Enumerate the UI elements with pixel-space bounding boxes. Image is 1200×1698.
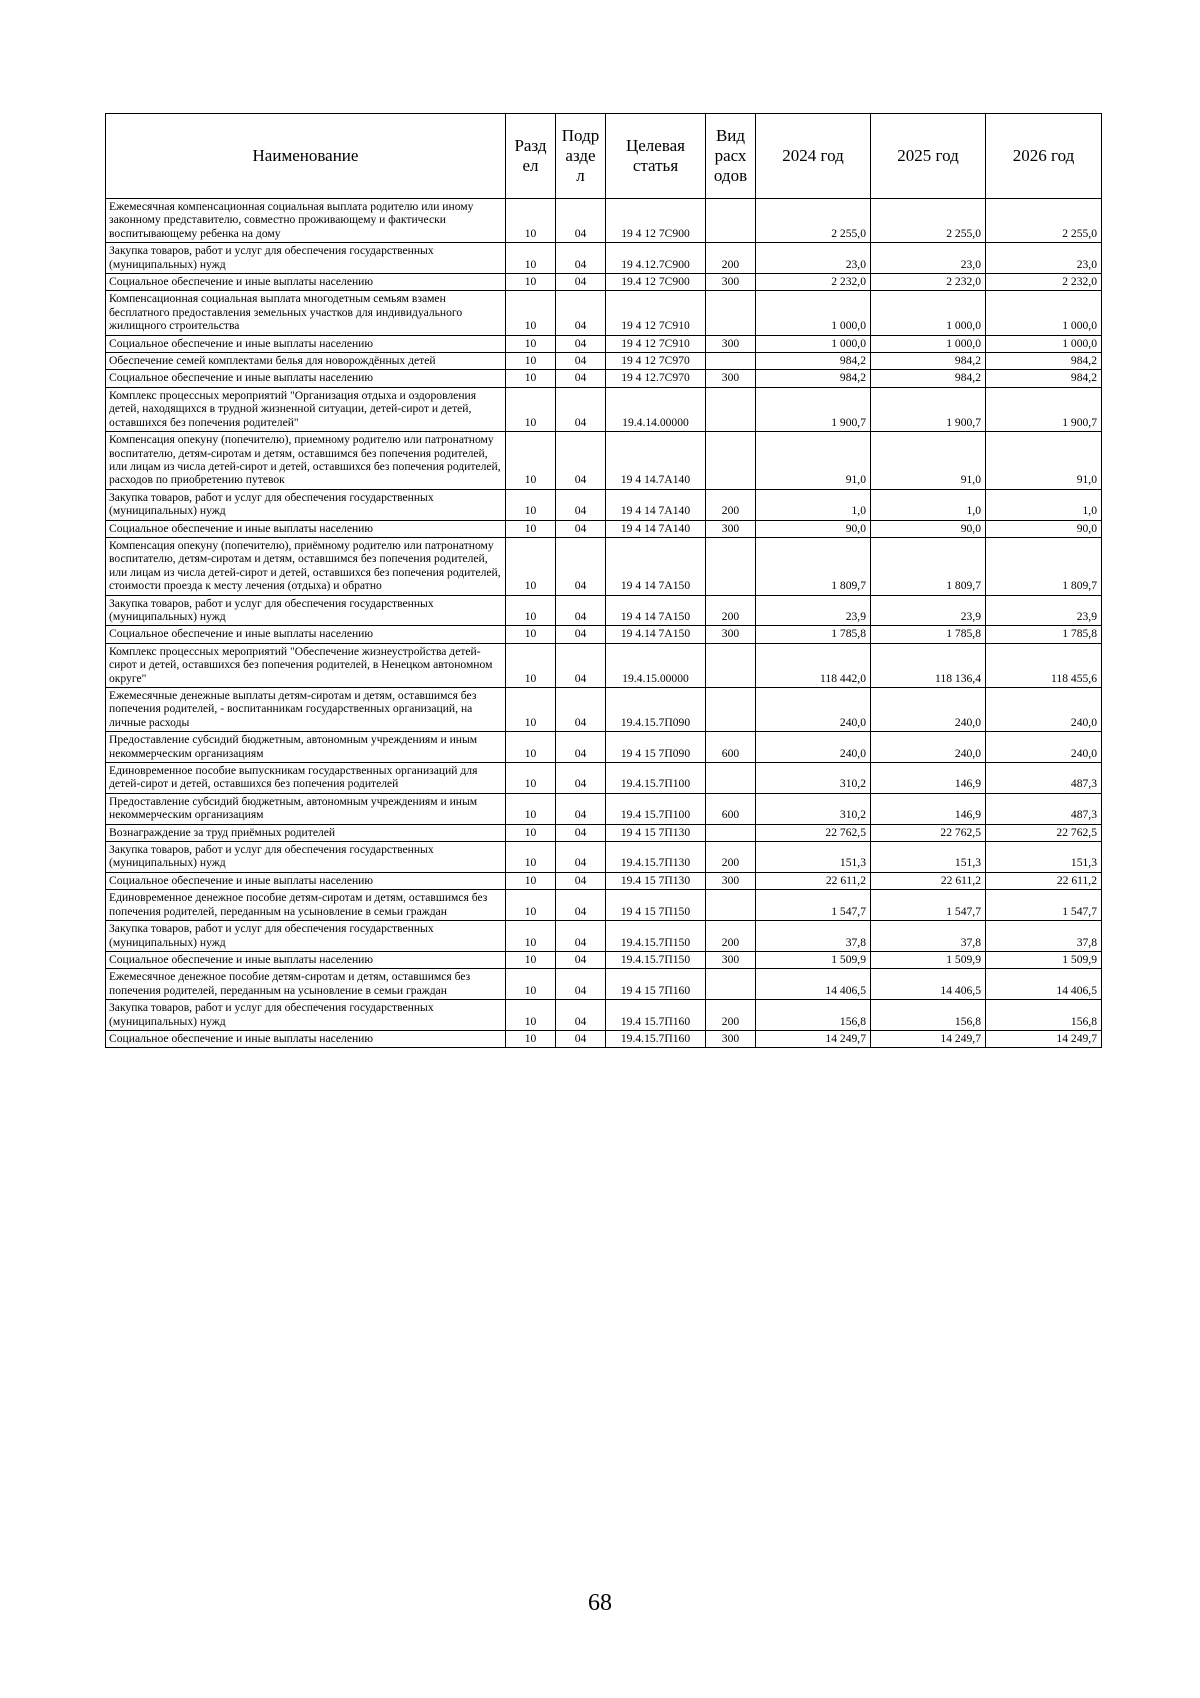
row-subsection-cell: 04 [556,595,606,626]
row-expense-type-cell: 300 [706,872,756,889]
row-section-cell: 10 [506,688,556,732]
row-section-cell: 10 [506,824,556,841]
row-section-cell: 10 [506,1000,556,1031]
row-target-article-cell: 19 4 12 7С900 [606,199,706,243]
row-expense-type-cell: 200 [706,243,756,274]
header-section: Разд ел [506,114,556,199]
row-section-cell: 10 [506,595,556,626]
table-row [106,872,1102,889]
row-section-cell: 10 [506,353,556,370]
row-amount-2024-cell: 240,0 [756,688,871,732]
row-name-cell: Закупка товаров, работ и услуг для обеспечения государственных (муниципальных) нужд [106,489,506,520]
row-amount-2024-cell: 118 442,0 [756,643,871,687]
row-amount-2025-cell: 1 000,0 [871,335,986,352]
row-name-cell: Ежемесячная компенсационная социальная выплата родителю или иному законному представителю, совместно проживающему и фактически воспитывающему ребенка на дому [106,199,506,243]
row-section-cell: 10 [506,243,556,274]
row-section-cell: 10 [506,872,556,889]
row-amount-2026-cell: 22 611,2 [986,872,1102,889]
row-target-article-cell: 19.4.15.00000 [606,643,706,687]
row-name-cell: Компенсация опекуну (попечителю), приемному родителю или патронатному воспитателю, детям-сиротам и детям, оставшимся без попечения родителей, или лицам из числа детей-сирот и детей, оставшихся без попечения родителей, расходов по приобретению путевок [106,432,506,490]
row-target-article-cell: 19.4.15.7П090 [606,688,706,732]
row-amount-2026-cell: 984,2 [986,370,1102,387]
row-subsection-cell: 04 [556,732,606,763]
row-subsection-cell: 04 [556,1000,606,1031]
row-name-cell: Закупка товаров, работ и услуг для обеспечения государственных (муниципальных) нужд [106,921,506,952]
row-target-article-cell: 19 4 15 7П150 [606,890,706,921]
row-amount-2024-cell: 2 255,0 [756,199,871,243]
row-amount-2026-cell: 151,3 [986,842,1102,873]
row-section-cell: 10 [506,969,556,1000]
row-name-cell: Обеспечение семей комплектами белья для новорождённых детей [106,353,506,370]
row-subsection-cell: 04 [556,489,606,520]
row-amount-2025-cell: 146,9 [871,763,986,794]
row-section-cell: 10 [506,520,556,537]
row-expense-type-cell [706,353,756,370]
row-amount-2025-cell: 118 136,4 [871,643,986,687]
row-amount-2026-cell: 487,3 [986,763,1102,794]
row-amount-2026-cell: 118 455,6 [986,643,1102,687]
row-amount-2024-cell: 1 509,9 [756,951,871,968]
row-subsection-cell: 04 [556,626,606,643]
row-amount-2026-cell: 240,0 [986,732,1102,763]
row-amount-2024-cell: 37,8 [756,921,871,952]
row-subsection-cell: 04 [556,370,606,387]
row-section-cell: 10 [506,335,556,352]
row-expense-type-cell: 200 [706,489,756,520]
row-section-cell: 10 [506,921,556,952]
row-section-cell: 10 [506,763,556,794]
row-section-cell: 10 [506,370,556,387]
row-name-cell: Социальное обеспечение и иные выплаты населению [106,335,506,352]
table-header-row [106,114,1102,199]
row-section-cell: 10 [506,732,556,763]
row-amount-2024-cell: 1 809,7 [756,537,871,595]
row-amount-2025-cell: 1 809,7 [871,537,986,595]
row-target-article-cell: 19 4 12 7С910 [606,335,706,352]
row-section-cell: 10 [506,842,556,873]
row-section-cell: 10 [506,387,556,431]
table-row [106,537,1102,595]
row-expense-type-cell [706,688,756,732]
table-row [106,335,1102,352]
row-subsection-cell: 04 [556,951,606,968]
row-target-article-cell: 19 4 14 7А140 [606,520,706,537]
row-target-article-cell: 19 4 15 7П160 [606,969,706,1000]
row-expense-type-cell: 200 [706,595,756,626]
row-subsection-cell: 04 [556,199,606,243]
row-amount-2025-cell: 2 232,0 [871,274,986,291]
row-expense-type-cell: 600 [706,793,756,824]
row-amount-2026-cell: 1 900,7 [986,387,1102,431]
row-name-cell: Социальное обеспечение и иные выплаты населению [106,274,506,291]
row-name-cell: Социальное обеспечение и иные выплаты населению [106,872,506,889]
row-name-cell: Социальное обеспечение и иные выплаты населению [106,1030,506,1047]
row-amount-2025-cell: 90,0 [871,520,986,537]
row-target-article-cell: 19 4 12 7С970 [606,353,706,370]
row-expense-type-cell [706,387,756,431]
row-amount-2026-cell: 984,2 [986,353,1102,370]
row-amount-2025-cell: 156,8 [871,1000,986,1031]
row-amount-2024-cell: 91,0 [756,432,871,490]
row-amount-2024-cell: 1 000,0 [756,291,871,335]
row-expense-type-cell: 300 [706,370,756,387]
row-section-cell: 10 [506,643,556,687]
row-target-article-cell: 19.4 15.7П100 [606,793,706,824]
row-subsection-cell: 04 [556,274,606,291]
row-expense-type-cell: 300 [706,951,756,968]
row-subsection-cell: 04 [556,243,606,274]
header-name: Наименование [106,114,506,199]
row-expense-type-cell: 300 [706,335,756,352]
row-amount-2024-cell: 1 000,0 [756,335,871,352]
row-amount-2026-cell: 1 785,8 [986,626,1102,643]
table-row [106,921,1102,952]
row-section-cell: 10 [506,432,556,490]
row-amount-2024-cell: 22 611,2 [756,872,871,889]
row-section-cell: 10 [506,626,556,643]
row-amount-2024-cell: 23,9 [756,595,871,626]
row-subsection-cell: 04 [556,432,606,490]
row-target-article-cell: 19 4 15 7П130 [606,824,706,841]
row-amount-2025-cell: 984,2 [871,353,986,370]
row-amount-2026-cell: 14 249,7 [986,1030,1102,1047]
row-subsection-cell: 04 [556,688,606,732]
row-amount-2026-cell: 23,9 [986,595,1102,626]
table-row [106,370,1102,387]
row-amount-2025-cell: 23,0 [871,243,986,274]
row-name-cell: Предоставление субсидий бюджетным, автономным учреждениям и иным некоммерческим организациям [106,793,506,824]
row-amount-2025-cell: 22 762,5 [871,824,986,841]
row-amount-2025-cell: 37,8 [871,921,986,952]
row-subsection-cell: 04 [556,824,606,841]
row-section-cell: 10 [506,274,556,291]
row-name-cell: Закупка товаров, работ и услуг для обеспечения государственных (муниципальных) нужд [106,842,506,873]
row-name-cell: Закупка товаров, работ и услуг для обеспечения государственных (муниципальных) нужд [106,1000,506,1031]
row-amount-2024-cell: 1,0 [756,489,871,520]
row-expense-type-cell: 300 [706,1030,756,1047]
row-target-article-cell: 19.4 15 7П130 [606,872,706,889]
row-amount-2026-cell: 22 762,5 [986,824,1102,841]
row-subsection-cell: 04 [556,969,606,1000]
row-target-article-cell: 19 4 14 7А150 [606,537,706,595]
row-section-cell: 10 [506,489,556,520]
table-row [106,595,1102,626]
row-expense-type-cell [706,199,756,243]
row-amount-2024-cell: 151,3 [756,842,871,873]
row-name-cell: Ежемесячные денежные выплаты детям-сиротам и детям, оставшимся без попечения родителей, - воспитанникам государственных организаций, на личные расходы [106,688,506,732]
row-subsection-cell: 04 [556,520,606,537]
row-expense-type-cell [706,432,756,490]
row-subsection-cell: 04 [556,1030,606,1047]
row-amount-2024-cell: 23,0 [756,243,871,274]
budget-table [105,113,1102,1048]
row-target-article-cell: 19.4.15.7П100 [606,763,706,794]
row-name-cell: Единовременное денежное пособие детям-сиротам и детям, оставшимся без попечения родителей, переданным на усыновление в семьи граждан [106,890,506,921]
row-name-cell: Закупка товаров, работ и услуг для обеспечения государственных (муниципальных) нужд [106,243,506,274]
row-amount-2026-cell: 156,8 [986,1000,1102,1031]
table-row [106,688,1102,732]
row-amount-2026-cell: 1 509,9 [986,951,1102,968]
row-amount-2025-cell: 1 785,8 [871,626,986,643]
row-amount-2024-cell: 984,2 [756,370,871,387]
row-subsection-cell: 04 [556,291,606,335]
row-amount-2026-cell: 23,0 [986,243,1102,274]
row-section-cell: 10 [506,537,556,595]
row-subsection-cell: 04 [556,763,606,794]
row-amount-2026-cell: 240,0 [986,688,1102,732]
row-name-cell: Компенсация опекуну (попечителю), приёмному родителю или патронатному воспитателю, детям-сиротам и детям, оставшимся без попечения родителей, или лицам из числа детей-сирот и детей, оставшихся без попечения родителей, стоимости проезда к месту лечения (отдыха) и обратно [106,537,506,595]
row-amount-2026-cell: 1,0 [986,489,1102,520]
table-row [106,432,1102,490]
row-amount-2025-cell: 240,0 [871,688,986,732]
row-name-cell: Комплекс процессных мероприятий "Организация отдыха и оздоровления детей, находящихся в трудной жизненной ситуации, детей-сирот и детей, оставшихся без попечения родителей" [106,387,506,431]
header-year-2026: 2026 год [986,114,1102,199]
table-row [106,969,1102,1000]
row-amount-2024-cell: 240,0 [756,732,871,763]
row-section-cell: 10 [506,890,556,921]
table-row [106,489,1102,520]
row-amount-2026-cell: 14 406,5 [986,969,1102,1000]
row-amount-2025-cell: 14 249,7 [871,1030,986,1047]
table-row [106,890,1102,921]
row-subsection-cell: 04 [556,643,606,687]
table-row [106,199,1102,243]
row-amount-2026-cell: 1 547,7 [986,890,1102,921]
header-year-2025: 2025 год [871,114,986,199]
row-amount-2024-cell: 984,2 [756,353,871,370]
row-amount-2026-cell: 91,0 [986,432,1102,490]
table-row [106,824,1102,841]
row-amount-2025-cell: 1 000,0 [871,291,986,335]
row-amount-2025-cell: 984,2 [871,370,986,387]
row-expense-type-cell [706,643,756,687]
row-name-cell: Социальное обеспечение и иные выплаты населению [106,520,506,537]
row-amount-2024-cell: 2 232,0 [756,274,871,291]
row-amount-2025-cell: 2 255,0 [871,199,986,243]
row-expense-type-cell [706,824,756,841]
row-subsection-cell: 04 [556,537,606,595]
row-target-article-cell: 19 4 14.7А140 [606,432,706,490]
row-expense-type-cell: 200 [706,842,756,873]
row-amount-2024-cell: 22 762,5 [756,824,871,841]
row-expense-type-cell: 300 [706,626,756,643]
table-row [106,387,1102,431]
row-amount-2025-cell: 1 509,9 [871,951,986,968]
table-row [106,520,1102,537]
table-row [106,243,1102,274]
row-amount-2025-cell: 23,9 [871,595,986,626]
row-subsection-cell: 04 [556,890,606,921]
row-amount-2024-cell: 14 249,7 [756,1030,871,1047]
row-amount-2025-cell: 91,0 [871,432,986,490]
row-amount-2026-cell: 2 232,0 [986,274,1102,291]
row-section-cell: 10 [506,1030,556,1047]
table-row [106,793,1102,824]
row-expense-type-cell: 600 [706,732,756,763]
row-subsection-cell: 04 [556,793,606,824]
header-subsection: Подр азде л [556,114,606,199]
row-amount-2026-cell: 90,0 [986,520,1102,537]
row-amount-2025-cell: 1 547,7 [871,890,986,921]
row-subsection-cell: 04 [556,872,606,889]
row-amount-2025-cell: 146,9 [871,793,986,824]
row-name-cell: Единовременное пособие выпускникам государственных организаций для детей-сирот и детей, оставшихся без попечения родителей [106,763,506,794]
row-amount-2024-cell: 1 785,8 [756,626,871,643]
row-expense-type-cell: 200 [706,921,756,952]
row-subsection-cell: 04 [556,335,606,352]
row-amount-2024-cell: 310,2 [756,763,871,794]
row-amount-2024-cell: 1 900,7 [756,387,871,431]
row-amount-2024-cell: 1 547,7 [756,890,871,921]
row-target-article-cell: 19 4 12.7С970 [606,370,706,387]
row-name-cell: Компенсационная социальная выплата многодетным семьям взамен бесплатного предоставления земельных участков для индивидуального жилищного строительства [106,291,506,335]
row-amount-2026-cell: 487,3 [986,793,1102,824]
row-amount-2026-cell: 37,8 [986,921,1102,952]
row-amount-2026-cell: 1 000,0 [986,335,1102,352]
row-target-article-cell: 19.4.15.7П160 [606,1030,706,1047]
row-amount-2024-cell: 90,0 [756,520,871,537]
row-name-cell: Социальное обеспечение и иные выплаты населению [106,370,506,387]
row-amount-2025-cell: 22 611,2 [871,872,986,889]
row-target-article-cell: 19 4.12.7С900 [606,243,706,274]
row-target-article-cell: 19 4.14 7А150 [606,626,706,643]
table-row [106,274,1102,291]
table-row [106,291,1102,335]
row-expense-type-cell: 300 [706,520,756,537]
row-amount-2024-cell: 310,2 [756,793,871,824]
row-amount-2025-cell: 1,0 [871,489,986,520]
table-row [106,732,1102,763]
row-amount-2026-cell: 1 000,0 [986,291,1102,335]
row-amount-2025-cell: 240,0 [871,732,986,763]
row-target-article-cell: 19.4.15.7П130 [606,842,706,873]
row-amount-2025-cell: 1 900,7 [871,387,986,431]
row-amount-2024-cell: 156,8 [756,1000,871,1031]
row-amount-2026-cell: 1 809,7 [986,537,1102,595]
header-year-2024: 2024 год [756,114,871,199]
table-row [106,1030,1102,1047]
row-expense-type-cell [706,291,756,335]
table-row [106,353,1102,370]
row-name-cell: Вознаграждение за труд приёмных родителей [106,824,506,841]
row-subsection-cell: 04 [556,921,606,952]
row-target-article-cell: 19 4 14 7А140 [606,489,706,520]
row-section-cell: 10 [506,793,556,824]
row-subsection-cell: 04 [556,842,606,873]
row-name-cell: Социальное обеспечение и иные выплаты населению [106,951,506,968]
table-row [106,842,1102,873]
row-name-cell: Комплекс процессных мероприятий "Обеспечение жизнеустройства детей-сирот и детей, оставшихся без попечения родителей, в Ненецком автономном округе" [106,643,506,687]
table-row [106,643,1102,687]
row-target-article-cell: 19 4 14 7А150 [606,595,706,626]
page-number: 68 [588,1590,612,1616]
row-target-article-cell: 19.4.14.00000 [606,387,706,431]
table-row [106,626,1102,643]
header-expense-type: Вид расх одов [706,114,756,199]
row-target-article-cell: 19 4 15 7П090 [606,732,706,763]
row-amount-2025-cell: 14 406,5 [871,969,986,1000]
row-expense-type-cell: 300 [706,274,756,291]
row-name-cell: Предоставление субсидий бюджетным, автономным учреждениям и иным некоммерческим организациям [106,732,506,763]
table-row [106,763,1102,794]
row-amount-2026-cell: 2 255,0 [986,199,1102,243]
row-expense-type-cell [706,763,756,794]
row-subsection-cell: 04 [556,353,606,370]
row-name-cell: Социальное обеспечение и иные выплаты населению [106,626,506,643]
table-row [106,951,1102,968]
row-target-article-cell: 19.4 12 7С900 [606,274,706,291]
row-target-article-cell: 19 4 12 7С910 [606,291,706,335]
row-name-cell: Ежемесячное денежное пособие детям-сиротам и детям, оставшимся без попечения родителей, переданным на усыновление в семьи граждан [106,969,506,1000]
row-expense-type-cell: 200 [706,1000,756,1031]
row-expense-type-cell [706,890,756,921]
table-row [106,1000,1102,1031]
row-amount-2024-cell: 14 406,5 [756,969,871,1000]
row-target-article-cell: 19.4.15.7П150 [606,951,706,968]
row-expense-type-cell [706,537,756,595]
row-section-cell: 10 [506,291,556,335]
row-section-cell: 10 [506,951,556,968]
row-name-cell: Закупка товаров, работ и услуг для обеспечения государственных (муниципальных) нужд [106,595,506,626]
row-target-article-cell: 19.4 15.7П160 [606,1000,706,1031]
row-amount-2025-cell: 151,3 [871,842,986,873]
row-expense-type-cell [706,969,756,1000]
row-subsection-cell: 04 [556,387,606,431]
row-target-article-cell: 19.4.15.7П150 [606,921,706,952]
header-target-article: Целевая статья [606,114,706,199]
row-section-cell: 10 [506,199,556,243]
